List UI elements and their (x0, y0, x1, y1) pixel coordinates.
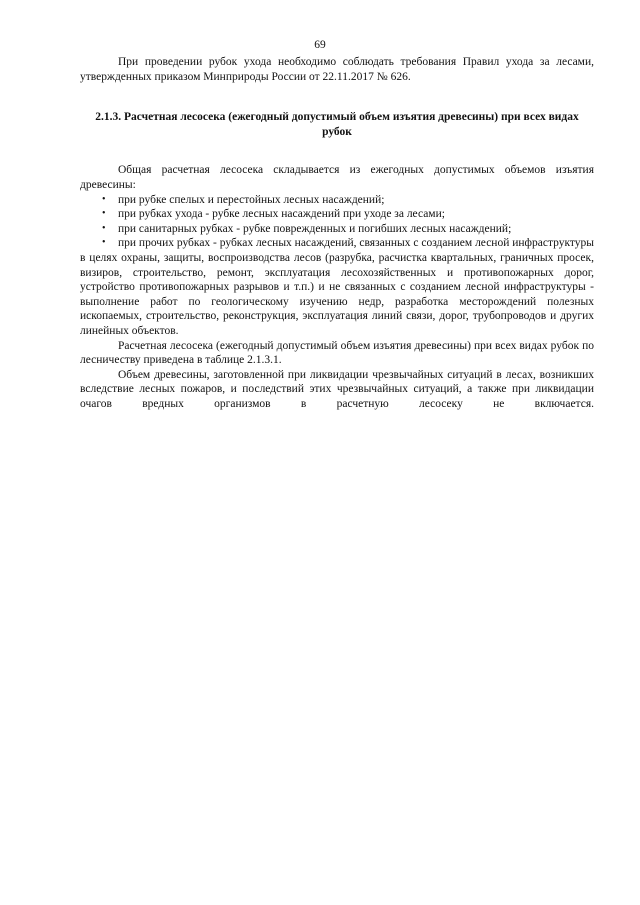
harvest-types-list (80, 193, 594, 339)
page-content (80, 55, 594, 411)
intro-paragraph: При проведении рубок ухода необходимо соблюдать требования Правил ухода за лесами, утвержденных приказом Минприроды России от 22.11.2017 № 626. (80, 56, 594, 83)
section-heading: 2.1.3. Расчетная лесосека (ежегодный допустимый объем изъятия древесины) при всех видах рубок (95, 111, 579, 138)
list-item (80, 222, 594, 237)
list-item (80, 236, 594, 338)
bullet-icon: • (102, 222, 106, 234)
list-item-text: при прочих рубках - рубках лесных насаждений, связанных с созданием лесной инфраструктуры в целях охраны, защиты, воспроизводства лесов (разрубка, расчистка квартальных, граничных просек, визиров, строительство, ремонт, эксплуатация лесохозяйственных и противопожарных дорог, устройство противопожарных разрывов и т.п.) и не связанных с созданием лесной инфраструктуры - выполнение работ по геологическому изучению недр, разработка месторождений полезных ископаемых, строительство, реконструкция, эксплуатация линий связи, дорог, трубопроводов и других линейных объектов. (80, 237, 595, 337)
page-number: 69 (314, 39, 326, 51)
list-item (80, 207, 594, 222)
list-item (80, 193, 594, 208)
table-reference-paragraph: Расчетная лесосека (ежегодный допустимый объем изъятия древесины) при всех видах рубок по лесничеству приведена в таблице 2.1.3.1. (80, 339, 594, 367)
emergency-paragraph: Объем древесины, заготовленной при ликвидации чрезвычайных ситуаций в лесах, возникших вследствие лесных пожаров, и последствий этих чрезвычайных ситуаций, а также при ликвидации очагов вредных организмов в расчетную лесосеку не включается. (80, 368, 594, 410)
bullet-icon: • (102, 237, 106, 249)
list-item-text: при рубках ухода - рубке лесных насаждений при уходе за лесами; (118, 208, 445, 221)
heading-spacer (80, 139, 594, 163)
lead-paragraph: Общая расчетная лесосека складывается из ежегодных допустимых объемов изъятия древесины: (80, 164, 594, 191)
list-item-text: при рубке спелых и перестойных лесных насаждений; (118, 193, 385, 206)
bullet-icon: • (102, 193, 106, 205)
list-item-text: при санитарных рубках - рубке поврежденных и погибших лесных насаждений; (118, 222, 512, 235)
bullet-icon: • (102, 208, 106, 220)
